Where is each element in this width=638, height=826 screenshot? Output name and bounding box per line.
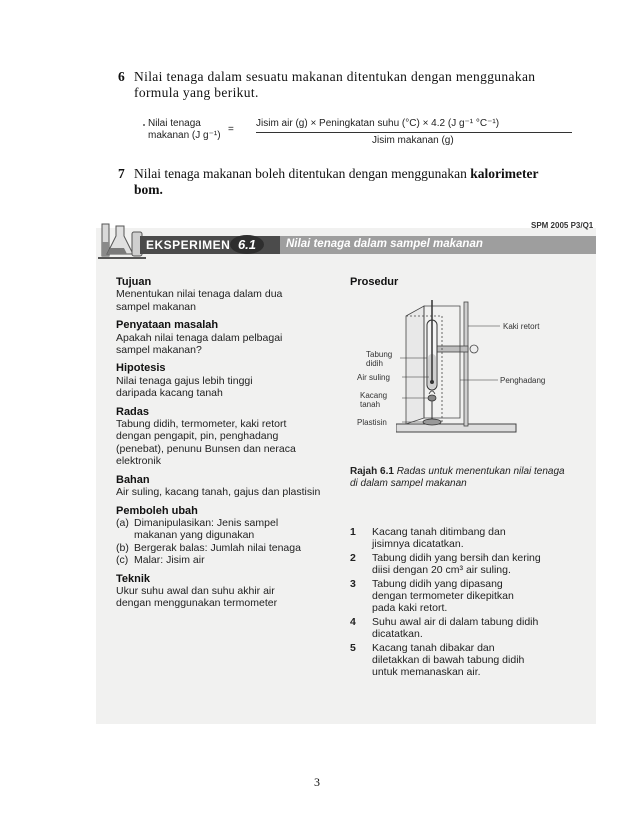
- page-number: 3: [314, 775, 320, 789]
- procedure-step: [350, 616, 580, 641]
- formula-denominator: Jisim makanan (g): [372, 135, 454, 146]
- teknik-text: Ukur suhu awal dan suhu akhir air dengan menggunakan termometer: [116, 584, 278, 610]
- pemboleh-heading: Pemboleh ubah: [116, 504, 198, 517]
- energy-formula: [140, 115, 580, 151]
- figure-caption-text: Radas untuk menentukan nilai tenaga di dalam sampel makanan: [350, 466, 565, 489]
- bahan-heading: Bahan: [116, 473, 150, 486]
- statement-6: [118, 69, 594, 101]
- pemboleh-item-label: (a): [116, 516, 129, 529]
- apparatus-diagram: [396, 296, 536, 446]
- tujuan-heading: Tujuan: [116, 276, 152, 288]
- statement-7-number: 7: [118, 166, 125, 181]
- pemboleh-item-text: Malar: Jisim air: [134, 554, 205, 567]
- masalah-text: Apakah nilai tenaga dalam pelbagai sampel makanan?: [116, 331, 283, 357]
- pemboleh-item: [116, 542, 316, 554]
- bahan-text: Air suling, kacang tanah, gajus dan plastisin: [116, 486, 321, 499]
- procedure-step-text: Suhu awal air di dalam tabung didih dicatatkan.: [372, 615, 539, 641]
- experiment-number: 6.1: [230, 235, 264, 254]
- formula-numerator: Jisim air (g) × Peningkatan suhu (°C) × 4.2 (J g⁻¹ °C⁻¹): [256, 118, 500, 129]
- procedure-step-text: Kacang tanah dibakar dan diletakkan di bawah tabung didih untuk memanaskan air.: [372, 641, 525, 679]
- formula-lhs: [148, 118, 221, 142]
- lab-glassware-icon: [98, 218, 146, 262]
- procedure-step-text: Kacang tanah ditimbang dan jisimnya dicatatkan.: [372, 526, 506, 551]
- statement-6-line2: formula yang berikut.: [134, 85, 259, 100]
- statement-7-line2: bom.: [134, 182, 163, 197]
- pemboleh-item-label: (c): [116, 554, 129, 567]
- procedure-steps: [350, 526, 580, 680]
- hipotesis-heading: Hipotesis: [116, 362, 166, 375]
- experiment-title: Nilai tenaga dalam sampel makanan: [286, 238, 483, 250]
- experiment-label: EKSPERIMEN: [146, 238, 231, 252]
- prosedur-heading-wrap: [350, 276, 398, 288]
- tujuan-text: Menentukan nilai tenaga dalam dua sampel makanan: [116, 288, 283, 313]
- pemboleh-item-text: Dimanipulasikan: Jenis sampel makanan yang digunakan: [134, 516, 279, 542]
- statement-6-number: 6: [118, 69, 125, 84]
- procedure-step-text: Tabung didih yang dipasang dengan termometer dikepitkan pada kaki retort.: [372, 577, 514, 615]
- masalah-heading: Penyataan masalah: [116, 319, 219, 332]
- label-kacang-2: tanah: [360, 400, 381, 409]
- formula-bullet-dot: [143, 124, 145, 126]
- radas-heading: Radas: [116, 405, 150, 418]
- radas-text: Tabung didih, termometer, kaki retort dengan pengapit, pin, penghadang (penebat), penunu Bunsen dan neraca elektronik: [116, 418, 296, 468]
- formula-equals: =: [228, 124, 234, 135]
- pemboleh-item-text: Bergerak balas: Jumlah nilai tenaga: [134, 541, 301, 554]
- pemboleh-list: [116, 517, 316, 567]
- figure-caption: [350, 466, 570, 489]
- procedure-step-number: 1: [350, 526, 356, 538]
- statement-7: [118, 166, 604, 198]
- label-kacang-1: Kacang: [360, 391, 388, 400]
- label-tabung-didih-1: Tabung: [366, 350, 393, 359]
- statement-7-bold-term: kalorimeter: [470, 166, 539, 181]
- procedure-step-number: 3: [350, 577, 356, 590]
- procedure-step-number: 5: [350, 641, 356, 654]
- left-column: [116, 276, 336, 616]
- formula-lhs-line1: Nilai tenaga: [148, 118, 201, 129]
- spm-tag: SPM 2005 P3/Q1: [531, 221, 594, 230]
- hipotesis-text: Nilai tenaga gajus lebih tinggi daripada kacang tanah: [116, 374, 253, 400]
- label-tabung-didih-2: didih: [366, 359, 383, 368]
- figure-caption-label: Rajah 6.1: [350, 466, 394, 477]
- pemboleh-item: [116, 517, 316, 542]
- procedure-step: [350, 642, 580, 679]
- procedure-step: [350, 552, 580, 577]
- procedure-step-text: Tabung didih yang bersih dan kering diisi dengan 20 cm³ air suling.: [372, 551, 541, 577]
- procedure-step-number: 4: [350, 615, 356, 628]
- statement-7-text: Nilai tenaga makanan boleh ditentukan dengan menggunakan: [134, 166, 471, 181]
- label-kaki-retort: Kaki retort: [503, 322, 540, 331]
- pemboleh-item: [116, 554, 316, 566]
- statement-6-line1: Nilai tenaga dalam sesuatu makanan ditentukan dengan menggunakan: [134, 69, 536, 84]
- label-penghadang: Penghadang: [500, 376, 546, 385]
- prosedur-heading: Prosedur: [350, 276, 399, 288]
- procedure-step: [350, 578, 580, 615]
- procedure-step-number: 2: [350, 551, 356, 564]
- teknik-heading: Teknik: [116, 572, 151, 585]
- pemboleh-item-label: (b): [116, 541, 129, 554]
- formula-lhs-line2: makanan (J g⁻¹): [148, 130, 221, 141]
- procedure-step: [350, 526, 580, 551]
- label-air-suling: Air suling: [357, 373, 390, 382]
- label-plastisin: Plastisin: [357, 418, 387, 427]
- formula-fraction-bar: [256, 132, 572, 133]
